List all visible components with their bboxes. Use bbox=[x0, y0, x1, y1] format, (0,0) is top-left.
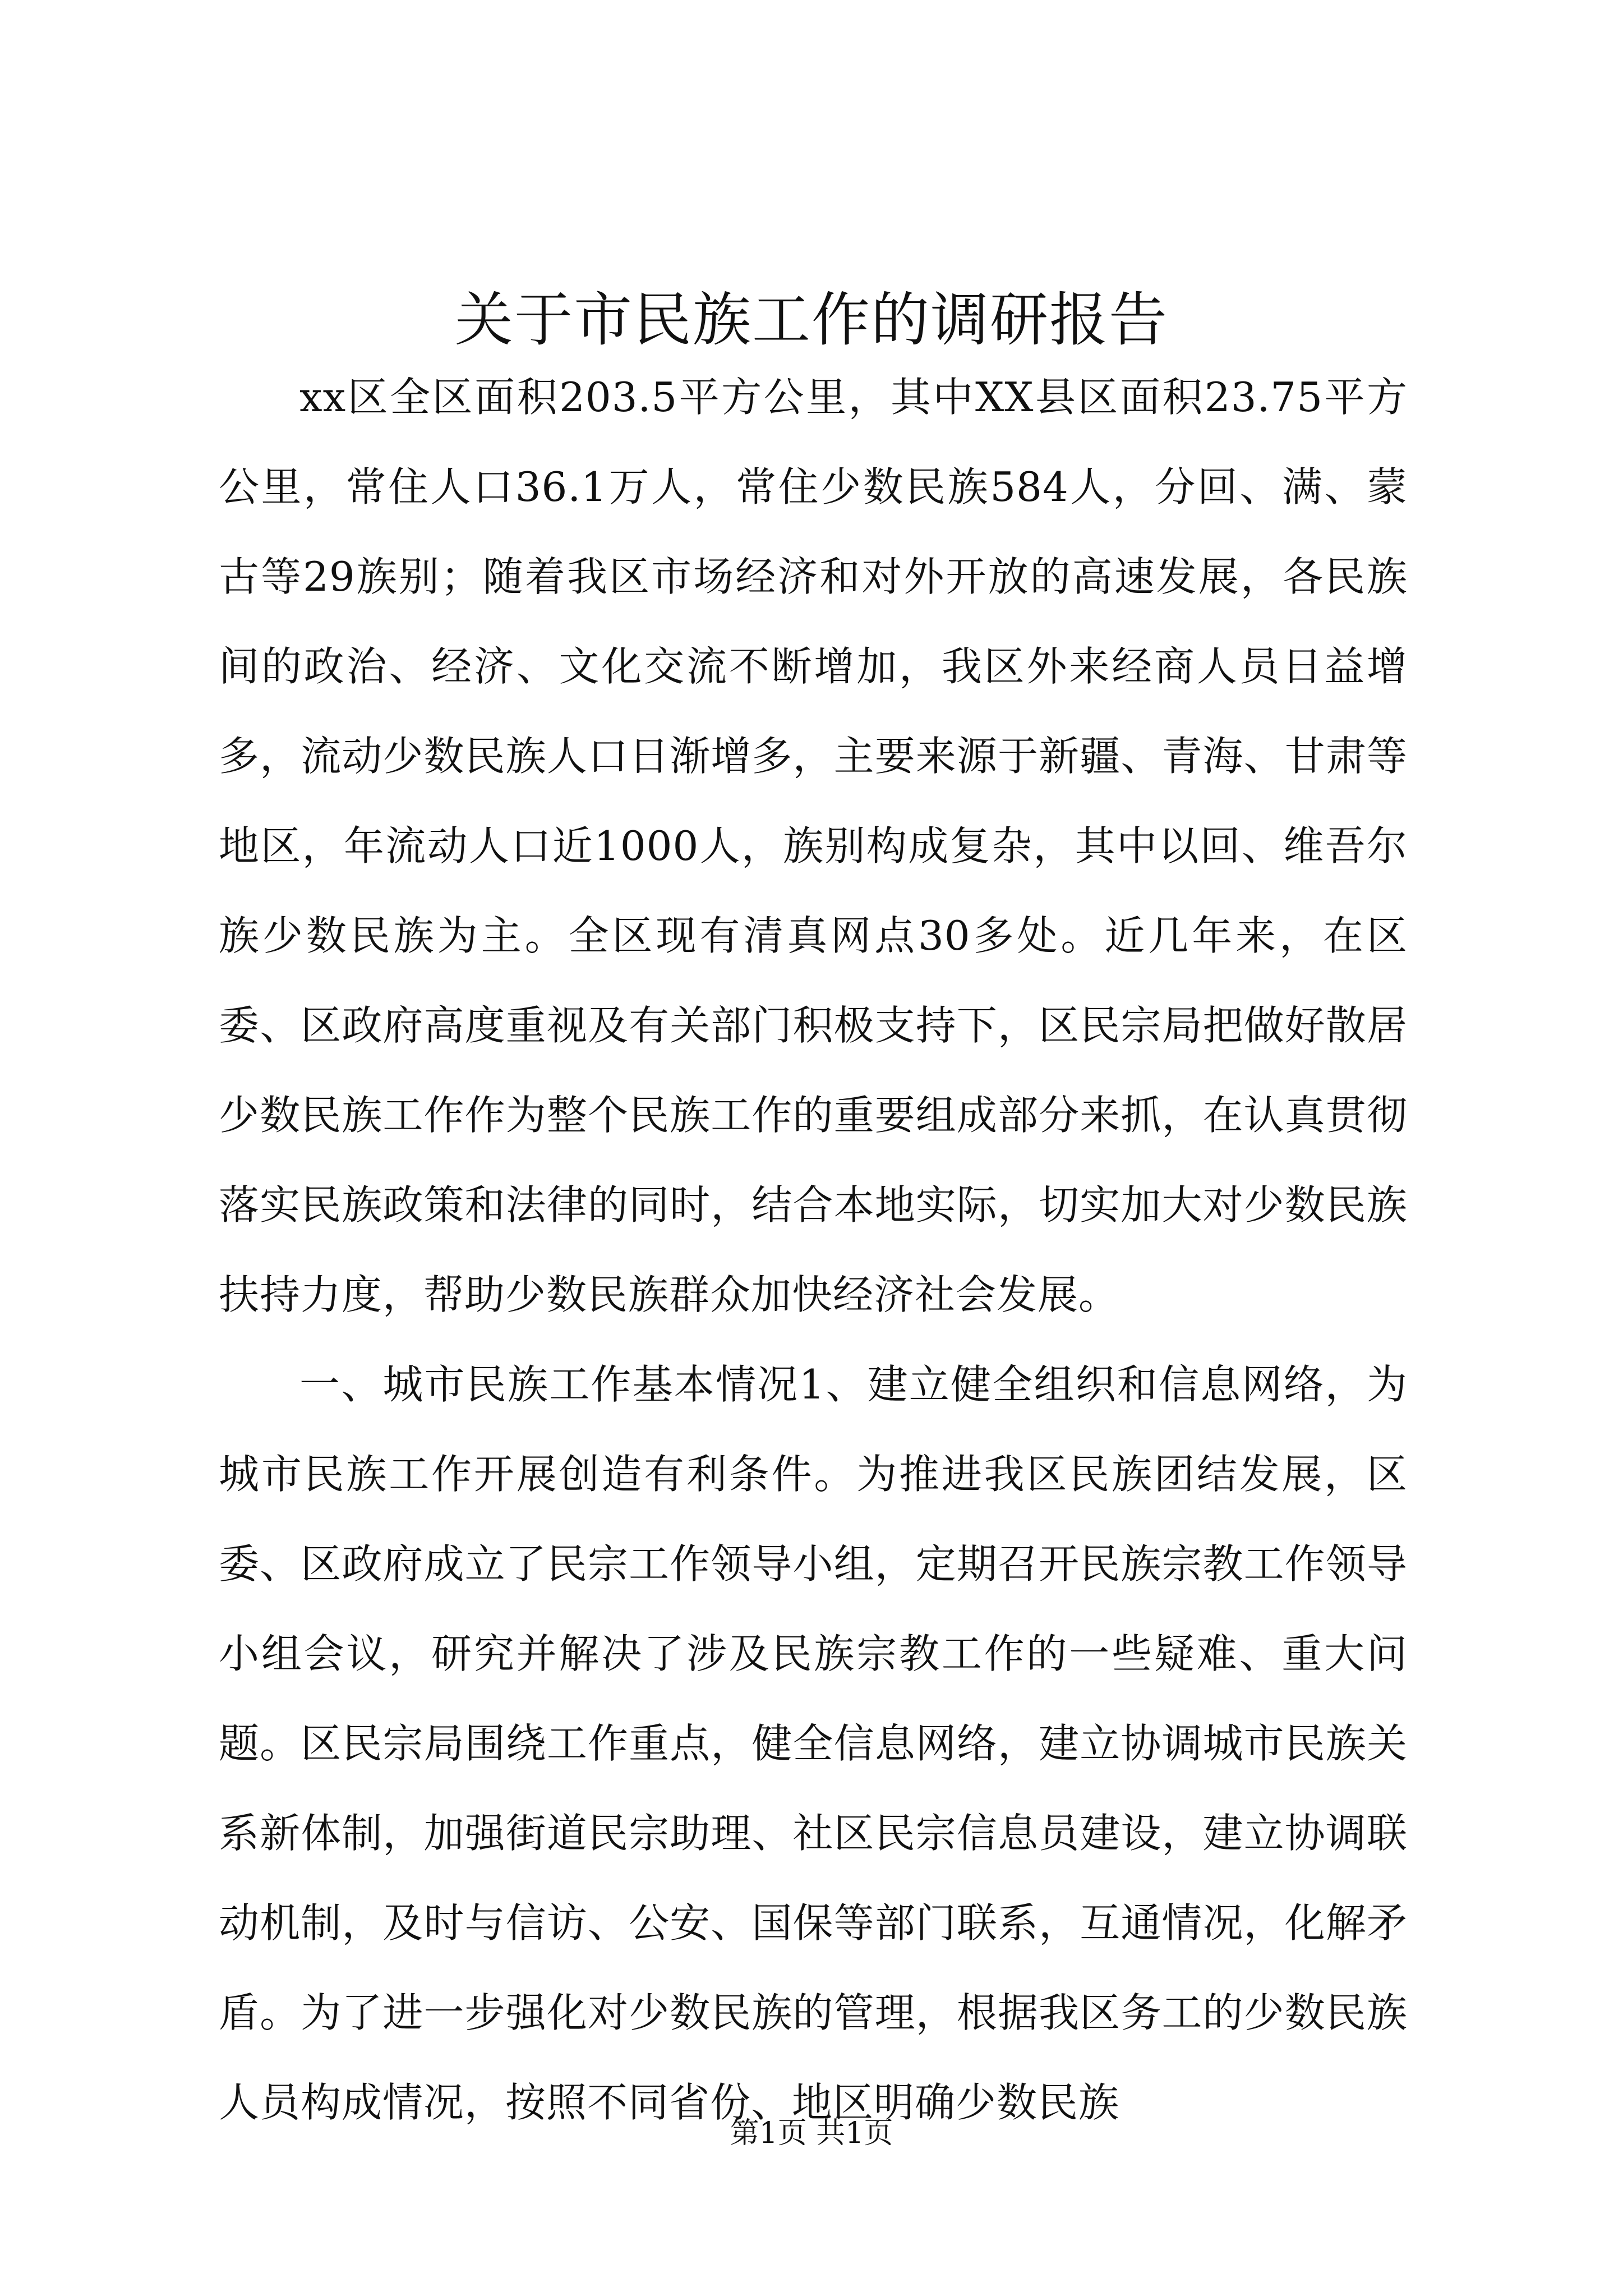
document-title: 关于市民族工作的调研报告 bbox=[454, 286, 1168, 354]
document-body bbox=[219, 352, 1408, 2147]
page-footer: 第1页 共1页 bbox=[730, 2116, 893, 2150]
body-paragraph: xx区全区面积203.5平方公里，其中XX县区面积23.75平方公里，常住人口36.1万人，常住少数民族584人，分回、满、蒙古等29族别；随着我区市场经济和对外开放的高速发展，各民族间的政治、经济、文化交流不断增加，我区外来经商人员日益增多，流动少数民族人口日渐增多，主要来源于新疆、青海、甘肃等地区，年流动人口近1000人，族别构成复杂，其中以回、维吾尔族少数民族为主。全区现有清真网点30多处。近几年来，在区委、区政府高度重视及有关部门积极支持下，区民宗局把做好散居少数民族工作作为整个民族工作的重要组成部分来抓，在认真贯彻落实民族政策和法律的同时，结合本地实际，切实加大对少数民族扶持力度，帮助少数民族群众加快经济社会发展。 bbox=[219, 374, 1408, 1318]
body-paragraph: 一、城市民族工作基本情况1、建立健全组织和信息网络，为城市民族工作开展创造有利条件。为推进我区民族团结发展，区委、区政府成立了民宗工作领导小组，定期召开民族宗教工作领导小组会议，研究并解决了涉及民族宗教工作的一些疑难、重大问题。区民宗局围绕工作重点，健全信息网络，建立协调城市民族关系新体制，加强街道民宗助理、社区民宗信息员建设，建立协调联动机制，及时与信访、公安、国保等部门联系，互通情况，化解矛盾。为了进一步强化对少数民族的管理，根据我区务工的少数民族人员构成情况，按照不同省份、地区明确少数民族 bbox=[219, 1361, 1408, 2126]
